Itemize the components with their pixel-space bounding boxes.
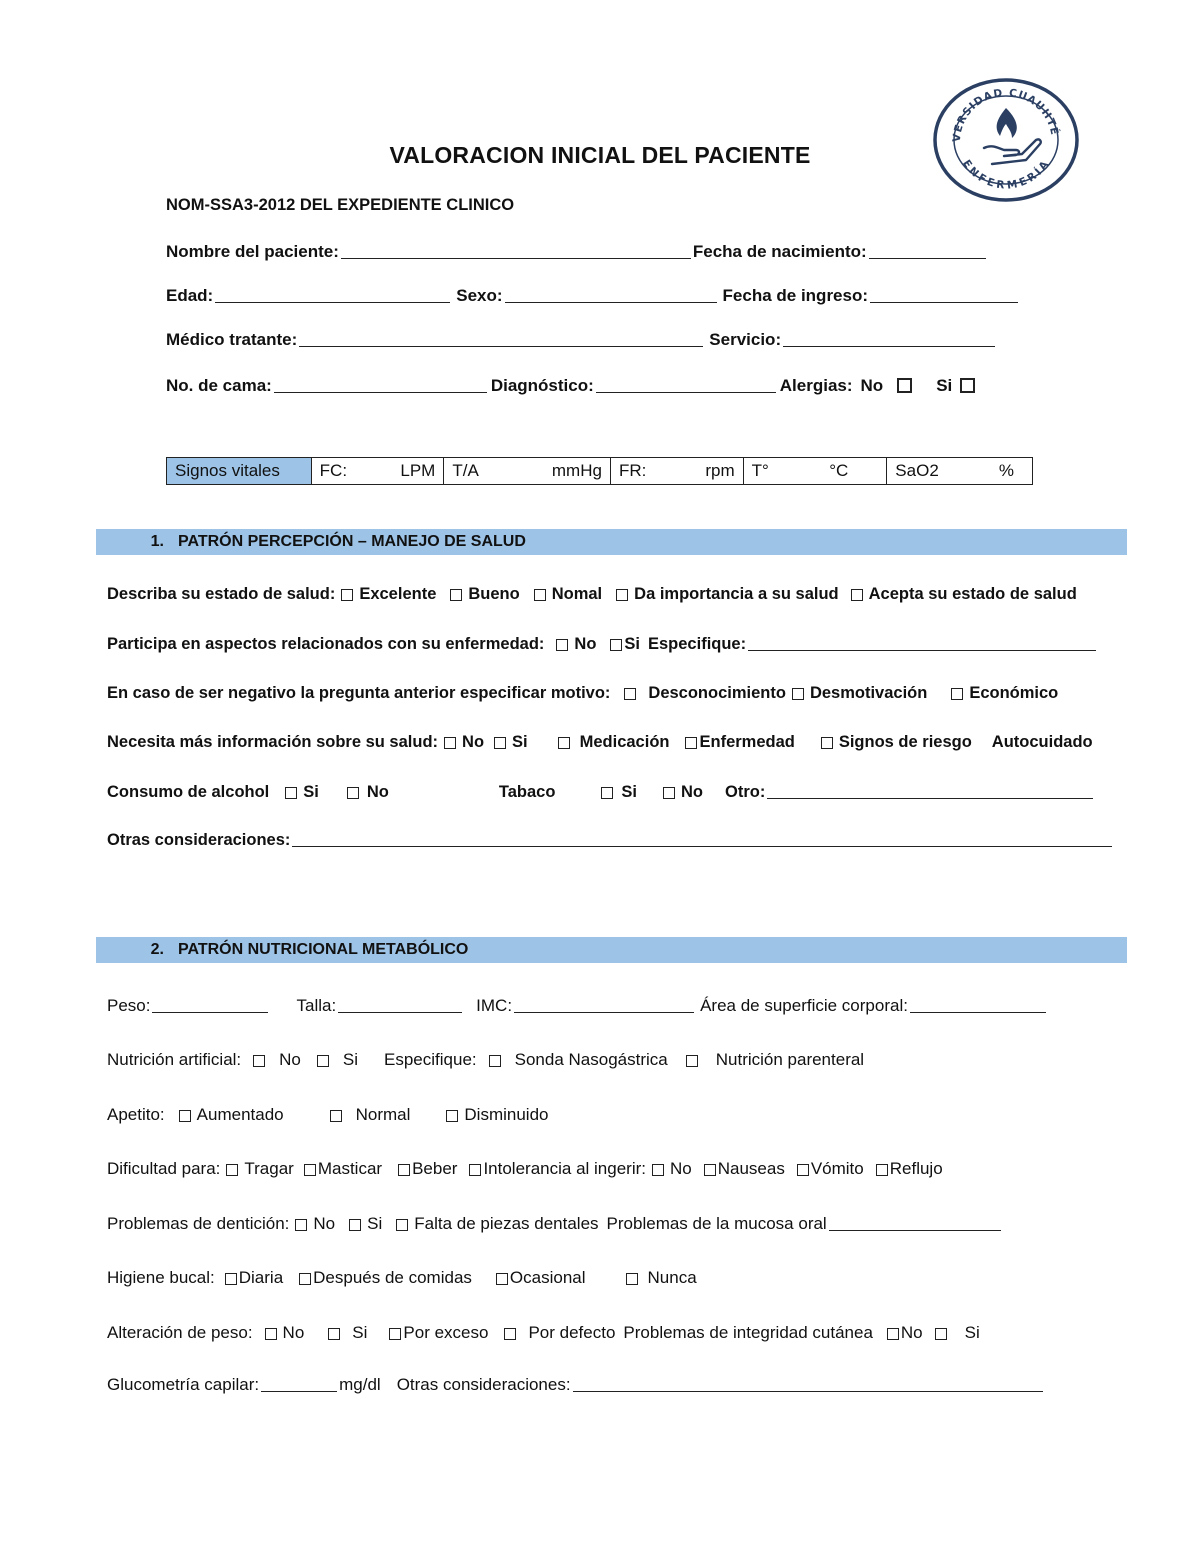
enfermedad-checkbox[interactable]	[685, 737, 697, 749]
parenteral-checkbox[interactable]	[686, 1055, 698, 1067]
intolerancia-checkbox[interactable]	[469, 1164, 481, 1176]
nutricion-no-checkbox[interactable]	[253, 1055, 265, 1067]
alergias-no-checkbox[interactable]	[897, 378, 912, 393]
necesita-no-checkbox[interactable]	[444, 737, 456, 749]
medico-field[interactable]	[299, 345, 703, 347]
negativo-row: En caso de ser negativo la pregunta anterior especificar motivo: Desconocimiento Desmotivación Económico	[107, 684, 1059, 702]
integridad-si-checkbox[interactable]	[935, 1328, 947, 1340]
excelente-checkbox[interactable]	[341, 589, 353, 601]
glucometria-row: Glucometría capilar: mg/dl Otras consideraciones:	[107, 1369, 1045, 1395]
page-title: VALORACION INICIAL DEL PACIENTE	[389, 142, 811, 168]
peso-row: Peso: Talla: IMC: Área de superficie corporal:	[107, 990, 1048, 1016]
label-medico: Médico tratante:	[166, 330, 298, 349]
tabaco-si-checkbox[interactable]	[601, 787, 613, 799]
peso-field[interactable]	[152, 1011, 268, 1013]
alergias-si-checkbox[interactable]	[960, 378, 975, 393]
seal-text-top: VERSIDAD CUAUHTÉ	[950, 86, 1061, 143]
ocasional-checkbox[interactable]	[496, 1273, 508, 1285]
label-servicio: Servicio:	[709, 330, 782, 349]
falta-piezas-checkbox[interactable]	[396, 1219, 408, 1231]
otras-1-row: Otras consideraciones:	[107, 824, 1114, 850]
page-subtitle: NOM-SSA3-2012 DEL EXPEDIENTE CLINICO	[166, 196, 515, 214]
vitals-table	[166, 457, 1033, 485]
participa-especifique-field[interactable]	[748, 649, 1096, 651]
estado-salud-row: Describa su estado de salud: Excelente Bueno Nomal Da importancia a su salud Acepta su estado de salud	[107, 585, 1077, 603]
section-2-header: 2. PATRÓN NUTRICIONAL METABÓLICO	[96, 937, 1127, 963]
otras-2-field[interactable]	[573, 1390, 1043, 1392]
label-alergias: Alergias:	[779, 376, 853, 395]
label-fecha-nac: Fecha de nacimiento:	[692, 242, 867, 261]
masticar-checkbox[interactable]	[304, 1164, 316, 1176]
integridad-no-checkbox[interactable]	[887, 1328, 899, 1340]
patient-bed-row	[166, 370, 981, 396]
university-seal-icon	[932, 78, 1080, 202]
despues-comidas-checkbox[interactable]	[299, 1273, 311, 1285]
patient-doctor-row	[166, 324, 997, 350]
label-diagnostico: Diagnóstico:	[490, 376, 594, 395]
reflujo-checkbox[interactable]	[876, 1164, 888, 1176]
tabaco-no-checkbox[interactable]	[663, 787, 675, 799]
alcohol-no-checkbox[interactable]	[347, 787, 359, 799]
vitals-sao2[interactable]: SaO2 %	[895, 461, 1014, 480]
disminuido-checkbox[interactable]	[446, 1110, 458, 1122]
talla-field[interactable]	[338, 1011, 462, 1013]
apetito-row: Apetito: Aumentado Normal Disminuido	[107, 1105, 549, 1124]
fecha-ingreso-field[interactable]	[870, 301, 1018, 303]
tragar-checkbox[interactable]	[226, 1164, 238, 1176]
servicio-field[interactable]	[783, 345, 995, 347]
vomito-checkbox[interactable]	[797, 1164, 809, 1176]
nombre-field[interactable]	[341, 257, 691, 259]
nauseas-checkbox[interactable]	[704, 1164, 716, 1176]
vitals-header: Signos vitales	[167, 458, 312, 484]
sonda-checkbox[interactable]	[489, 1055, 501, 1067]
normal-checkbox[interactable]	[534, 589, 546, 601]
diaria-checkbox[interactable]	[225, 1273, 237, 1285]
label-alergias-si: Si	[936, 376, 953, 395]
nutricion-si-checkbox[interactable]	[317, 1055, 329, 1067]
consumo-row: Consumo de alcohol Si No Tabaco Si No Otro:	[107, 776, 1095, 802]
beber-checkbox[interactable]	[398, 1164, 410, 1176]
denticion-no-checkbox[interactable]	[295, 1219, 307, 1231]
bueno-checkbox[interactable]	[450, 589, 462, 601]
otro-field[interactable]	[767, 797, 1093, 799]
denticion-row: Problemas de dentición: No Si Falta de piezas dentales Problemas de la mucosa oral	[107, 1208, 1003, 1234]
otras-1-field[interactable]	[292, 845, 1112, 847]
economico-checkbox[interactable]	[951, 688, 963, 700]
vitals-ta[interactable]: T/A mmHg	[444, 458, 611, 484]
signos-riesgo-checkbox[interactable]	[821, 737, 833, 749]
nunca-checkbox[interactable]	[626, 1273, 638, 1285]
desmotivacion-checkbox[interactable]	[792, 688, 804, 700]
glucometria-field[interactable]	[261, 1390, 337, 1392]
sexo-field[interactable]	[505, 301, 717, 303]
label-alergias-no: No	[860, 376, 884, 395]
participa-row: Participa en aspectos relacionados con su enfermedad: No Si Especifique:	[107, 628, 1098, 654]
denticion-si-checkbox[interactable]	[349, 1219, 361, 1231]
label-sexo: Sexo:	[456, 286, 503, 305]
alteracion-no-checkbox[interactable]	[265, 1328, 277, 1340]
area-field[interactable]	[910, 1011, 1046, 1013]
edad-field[interactable]	[215, 301, 450, 303]
diagnostico-field[interactable]	[596, 391, 776, 393]
seal-text-bottom: ENFERMERÍA	[960, 157, 1052, 192]
section-1-header: 1. PATRÓN PERCEPCIÓN – MANEJO DE SALUD	[96, 529, 1127, 555]
imc-field[interactable]	[514, 1011, 694, 1013]
alteracion-row: Alteración de peso: No Si Por exceso Por defecto Problemas de integridad cutánea No Si	[107, 1323, 980, 1342]
patient-name-row	[166, 236, 988, 262]
alteracion-si-checkbox[interactable]	[328, 1328, 340, 1340]
necesita-row: Necesita más información sobre su salud: No Si Medicación Enfermedad Signos de riesgo Autocuidado	[107, 733, 1093, 751]
acepta-checkbox[interactable]	[851, 589, 863, 601]
exceso-checkbox[interactable]	[389, 1328, 401, 1340]
participa-no-checkbox[interactable]	[556, 639, 568, 651]
necesita-si-checkbox[interactable]	[494, 737, 506, 749]
vitals-fr[interactable]: FR: rpm	[611, 458, 744, 484]
defecto-checkbox[interactable]	[504, 1328, 516, 1340]
dificultad-row: Dificultad para: Tragar Masticar Beber Intolerancia al ingerir: No Nauseas Vómito Reflujo	[107, 1159, 943, 1178]
label-edad: Edad:	[166, 286, 214, 305]
apetito-normal-checkbox[interactable]	[330, 1110, 342, 1122]
intolerancia-no-checkbox[interactable]	[652, 1164, 664, 1176]
participa-si-checkbox[interactable]	[610, 639, 622, 651]
vitals-temp[interactable]: T° °C	[744, 458, 888, 484]
nutricion-row: Nutrición artificial: No Si Especifique: Sonda Nasogástrica Nutrición parenteral	[107, 1050, 865, 1069]
medicacion-checkbox[interactable]	[558, 737, 570, 749]
label-nombre: Nombre del paciente:	[166, 242, 339, 261]
importancia-checkbox[interactable]	[616, 589, 628, 601]
label-cama: No. de cama:	[166, 376, 272, 395]
alcohol-si-checkbox[interactable]	[285, 787, 297, 799]
desconocimiento-checkbox[interactable]	[624, 688, 636, 700]
cama-field[interactable]	[274, 391, 487, 393]
aumentado-checkbox[interactable]	[179, 1110, 191, 1122]
patient-age-row	[166, 280, 1020, 306]
higiene-row: Higiene bucal: Diaria Después de comidas Ocasional Nunca	[107, 1268, 697, 1287]
vitals-fc[interactable]: FC: LPM	[312, 458, 445, 484]
fecha-nac-field[interactable]	[869, 257, 986, 259]
mucosa-field[interactable]	[829, 1229, 1001, 1231]
label-fecha-ingreso: Fecha de ingreso:	[722, 286, 869, 305]
